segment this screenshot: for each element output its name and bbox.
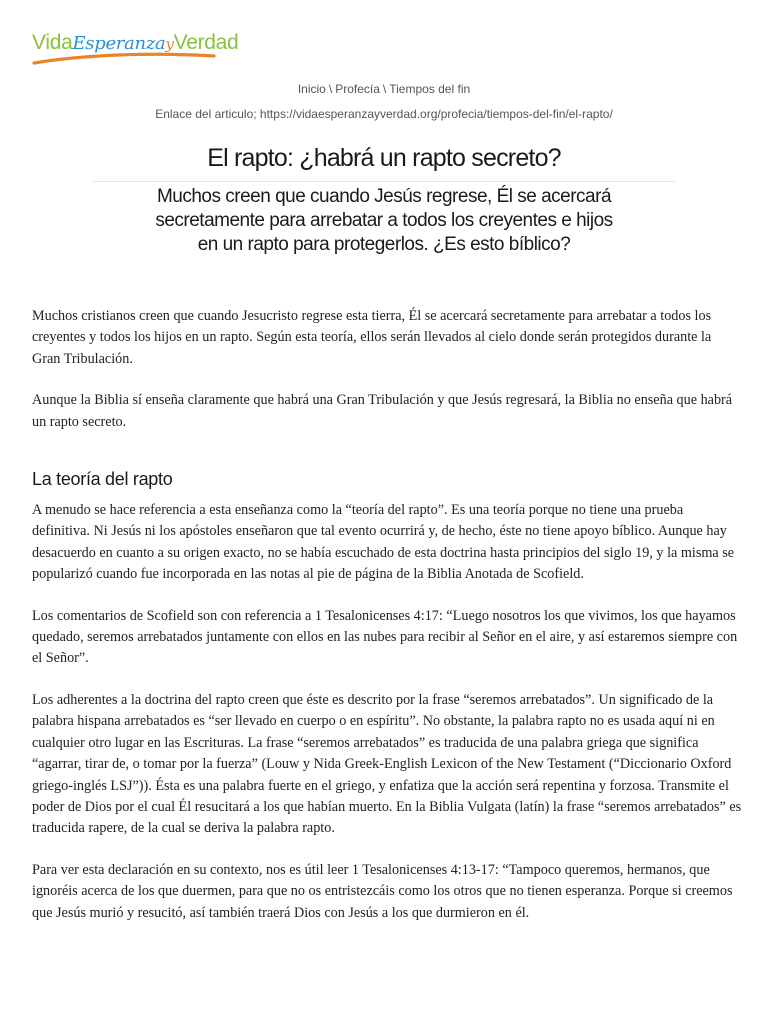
section-heading: La teoría del rapto: [32, 469, 173, 490]
section-paragraph: Los comentarios de Scofield son con referencia a 1 Tesalonicenses 4:17: “Luego nosotros los que vivimos, los que hayamos quedado, seremos arrebatados juntamente con ellos en las nubes para recibir al Señor en el aire, y así estaremos siempre con el Señor”.: [32, 607, 738, 667]
logo-word-vida: Vida: [32, 31, 73, 54]
breadcrumb-item-tiempos-del-fin[interactable]: Tiempos del fin: [389, 82, 471, 96]
logo-word-esperanza: Esperanza: [72, 33, 166, 54]
page-subtitle: Muchos creen que cuando Jesús regrese, Él se acercará secretamente para arrebatar a todos los creyentes e hijos en un rapto para protegerlos. ¿Es esto bíblico?: [155, 186, 613, 255]
title-divider: [93, 181, 675, 182]
page-title: El rapto: ¿habrá un rapto secreto?: [207, 144, 561, 172]
logo-word-verdad: Verdad: [173, 31, 239, 54]
breadcrumb-item-inicio[interactable]: Inicio: [297, 82, 326, 96]
logo-swoosh-icon: [32, 52, 216, 66]
intro-paragraph: Aunque la Biblia sí enseña claramente que habrá una Gran Tribulación y que Jesús regresará, la Biblia no enseña que habrá un rapto secreto.: [32, 392, 733, 430]
breadcrumb-separator: \: [328, 82, 333, 96]
section-paragraph: A menudo se hace referencia a esta enseñanza como la “teoría del rapto”. Es una teoría porque no tiene una prueba definitiva. Ni Jesús ni los apóstoles enseñaron que tal evento ocurrirá y, de hecho, éste no tiene apoyo bíblico. Aunque hay desacuerdo en cuanto a su origen exacto, no se había escuchado de esta doctrina hasta principios del siglo 19, y la misma se popularizó cuando fue incorporada en las notas al pie de página de la Biblia Anotada de Scofield.: [32, 502, 735, 583]
site-logo[interactable]: [32, 28, 238, 59]
breadcrumb: [0, 82, 768, 96]
section-paragraph: Los adherentes a la doctrina del rapto creen que éste es descrito por la frase “seremos arrebatados”. Un significado de la palabra hispana arrebatados es “ser llevado en cuerpo o en espíritu”. No obstante, la palabra rapto no es usada aquí ni en cualquier otro lugar en las Escrituras. La frase “seremos arrebatados” es traducida de una palabra griega que significa “agarrar, tirar de, o tomar por la fuerza” (Louw y Nida Greek-English Lexicon of the New Testament (“Diccionario Oxford griego-inglés LSJ”)). Ésta es una palabra fuerte en el griego, y enfatiza que la acción será repentina y forzosa. Transmite el poder de Dios por el cual Él resucitará a los que habían muerto. En la Biblia Vulgata (latín) la frase “seremos arrebatados” es traducida rapere, de la cual se deriva la palabra rapto.: [32, 691, 742, 837]
site-header: [32, 28, 238, 68]
breadcrumb-item-profecia[interactable]: Profecía: [335, 82, 380, 96]
logo-word-y: y: [165, 35, 174, 53]
intro-paragraph: Muchos cristianos creen que cuando Jesucristo regrese esta tierra, Él se acercará secretamente para arrebatar a todos los creyentes y todos los hijos en un rapto. Según esta teoría, ellos serán llevados al cielo donde serán protegidos durante la Gran Tribulación.: [32, 308, 712, 367]
section-paragraph: Para ver esta declaración en su contexto, nos es útil leer 1 Tesalonicenses 4:13-17: “Tampoco queremos, hermanos, que ignoréis acerca de los que duermen, para que no os entristezcáis como los otros que no tienen esperanza. Porque si creemos que Jesús murió y resucitó, así también traerá Dios con Jesús a los que durmieron en él.: [32, 861, 733, 921]
breadcrumb-separator: \: [382, 82, 387, 96]
article-body: [32, 306, 742, 944]
article-link[interactable]: Enlace del articulo; https://vidaesperanzayverdad.org/profecia/tiempos-del-fin/el-rapto/: [155, 107, 613, 121]
